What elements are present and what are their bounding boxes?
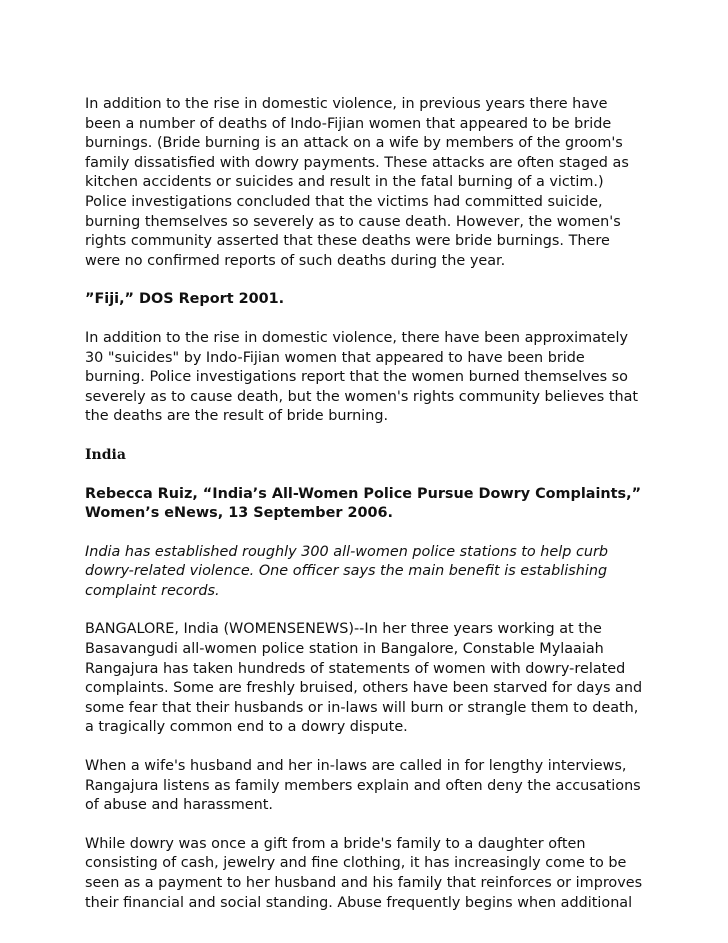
citation-fiji-dos-report <box>85 290 645 310</box>
text-line: the deaths are the result of bride burning. <box>85 408 389 425</box>
text-line: Police investigations concluded that the victims had committed suicide, <box>85 193 603 210</box>
text-line: were no confirmed reports of such deaths during the year. <box>85 252 506 269</box>
text-line: burning. Police investigations report that the women burned themselves so <box>85 369 628 386</box>
text-line: seen as a payment to her husband and his family that reinforces or improves <box>85 875 643 891</box>
text-line: consisting of cash, jewelry and fine clothing, it has increasingly come to be <box>85 855 627 872</box>
text-line: of abuse and harassment. <box>85 797 273 814</box>
section-heading-india <box>85 446 645 466</box>
text-line: India has established roughly 300 all-women police stations to help curb <box>85 543 609 560</box>
text-line: rights community asserted that these deaths were bride burnings. There <box>85 233 610 250</box>
paragraph-dowry-history <box>85 835 645 913</box>
text-line: dowry-related violence. One officer says the main benefit is establishing <box>85 563 608 580</box>
text-line: In addition to the rise in domestic violence, there have been approximately <box>85 329 629 346</box>
text-line: their financial and social standing. Abuse frequently begins when additional <box>85 894 633 911</box>
text-line: complaints. Some are freshly bruised, others have been starved for days and <box>85 680 643 697</box>
citation-ruiz-womens-enews <box>85 485 645 524</box>
text-line: Basavangudi all-women police station in Bangalore, Constable Mylaaiah <box>85 641 604 658</box>
text-line: In addition to the rise in domestic violence, in previous years there have <box>85 96 608 112</box>
text-line: Rangajura listens as family members explain and often deny the accusations <box>85 777 641 794</box>
text-line: 30 "suicides" by Indo-Fijian women that appeared to have been bride <box>85 349 585 366</box>
text-line: been a number of deaths of Indo-Fijian women that appeared to be bride <box>85 115 612 132</box>
document-page <box>85 95 645 932</box>
text-line: ”Fiji,” DOS Report 2001. <box>85 291 285 308</box>
text-line: family dissatisfied with dowry payments. These attacks are often staged as <box>85 154 629 171</box>
text-line: Rangajura has taken hundreds of statements of women with dowry-related <box>85 660 626 677</box>
text-line: burnings. (Bride burning is an attack on a wife by members of the groom's <box>85 135 623 152</box>
paragraph-bangalore <box>85 620 645 738</box>
text-line: severely as to cause death, but the women's rights community believes that <box>85 388 639 405</box>
article-summary <box>85 543 645 602</box>
text-line: When a wife's husband and her in-laws are called in for lengthy interviews, <box>85 758 627 775</box>
text-line: Women’s eNews, 13 September 2006. <box>85 505 393 522</box>
paragraph-fiji-background <box>85 95 645 271</box>
text-line: Rebecca Ruiz, “India’s All-Women Police Pursue Dowry Complaints,” <box>85 485 642 502</box>
text-line: BANGALORE, India (WOMENSENEWS)--In her three years working at the <box>85 621 602 638</box>
text-line: While dowry was once a gift from a bride's family to a daughter often <box>85 835 586 852</box>
paragraph-fiji-suicides <box>85 329 645 427</box>
text-line: burning themselves so severely as to cause death. However, the women's <box>85 213 621 230</box>
text-line: complaint records. <box>85 582 220 599</box>
text-line: kitchen accidents or suicides and result in the fatal burning of a victim.) <box>85 174 604 191</box>
text-line: some fear that their husbands or in-laws will burn or strangle them to death, <box>85 699 639 716</box>
text-line: a tragically common end to a dowry dispute. <box>85 719 408 736</box>
paragraph-interviews <box>85 757 645 816</box>
text-line: India <box>85 446 126 463</box>
